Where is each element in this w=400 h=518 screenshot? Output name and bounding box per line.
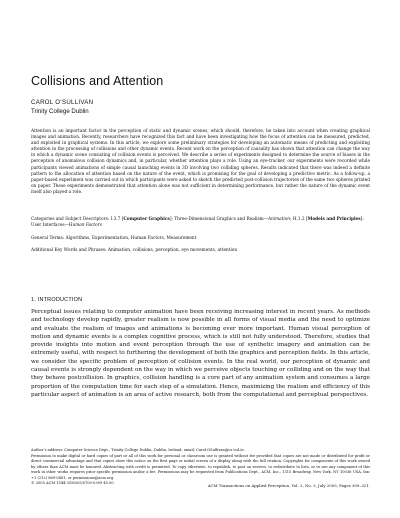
categories-descriptors xyxy=(31,217,370,229)
section-heading-introduction: 1. INTRODUCTION xyxy=(31,297,83,303)
footnote xyxy=(31,448,370,487)
article-title: Collisions and Attention xyxy=(31,74,164,88)
running-footer: ACM Transactions on Applied Perception, Vol. 2, No. 3, July 2005, Pages 309–321. xyxy=(207,483,370,488)
author-affiliation: Trinity College Dublin xyxy=(31,108,89,115)
subcategory-human-factors: Human Factors xyxy=(68,223,102,228)
general-terms: General Terms: Algorithms, Experimentation, Human Factors, Measurement xyxy=(31,236,197,241)
keywords: Additional Key Words and Phrases: Animation, collisions, perception, eye movements, attention xyxy=(31,248,238,253)
footnote-copyright: © 2005 ACM 1544-3558/05/0700-0309 $5.00 xyxy=(31,481,114,485)
subcategory-animation: Animation xyxy=(267,217,291,222)
categories-text-3: ]: User Interfaces— xyxy=(31,217,364,228)
footnote-permission: Permission to make digital or hard copies of part or all of this work for personal or classroom use is granted without fee provided that copies are not made or distributed for profit or direct commercial advantage and that copies show this notice on the first page or initial screen of a display along with the full citation. Copyrights for components of this work owned by others than ACM must be honored. Abstracting with credit is permitted. To copy otherwise, to republish, to post on servers, to redistribute to lists, or to use any component of this work in other works requires prior specific permission and/or a fee. Permissions may be requested from Publications Dept., ACM, Inc., 1515 Broadway, New York, NY 10036 USA, fax: +1 (212) 869-0481, or permissions@acm.org. xyxy=(31,453,370,480)
footnote-address: Author’s address: Computer Science Dept., Trinity College Dublin, Dublin, Ireland; email: Carol.OSullivan@cs.tcd.ie. xyxy=(31,448,245,452)
categories-prefix: Categories and Subject Descriptors: I.3.7 [ xyxy=(31,217,124,222)
category-computer-graphics: Computer Graphics xyxy=(123,217,170,222)
categories-text-1: ]: Three-Dimensional Graphics and Realism— xyxy=(169,217,268,222)
author-name: CAROL O’SULLIVAN xyxy=(31,99,94,106)
categories-text-2: ; H.1.2 [ xyxy=(290,217,308,222)
category-models-principles: Models and Principles xyxy=(307,217,361,222)
abstract: Attention is an important factor in the perception of static and dynamic scenes, which should, therefore, be taken into account when creating graphical images and animation. Recently, researchers have recognized this fact and have been investigating how the focus of attention can be measured, predicted, and exploited in graphical systems. In this article, we explore some preliminary strategies for developing an automatic means of predicting and exploiting attention in the processing of collisions and other dynamic events. Recent work on the perception of causality has shown that attention can change the way in which a dynamic scene consisting of collision events is perceived. We describe a series of experiments designed to determine the source of biases in the perception of anomalous collision dynamics and, in particular, whether attention plays a role. Using an eye-tracker, our experiments were recorded while participants viewed animations of simple causal launching events in 3D involving two colliding spheres. Results indicated that there was indeed a definite pattern to the allocation of attention based on the nature of the event, which is promising for the goal of developing a predictive metric. As a follow-up, a paper-based experiment was carried out in which participants were asked to sketch the predicted post-collision trajectories of the same two spheres printed on paper. These experiments demonstrated that attention alone was not sufficient in determining performance, but rather the nature of the dynamic event itself also played a role. xyxy=(31,129,370,195)
paper-page xyxy=(31,0,370,518)
introduction-paragraph: Perceptual issues relating to computer animation have been receiving increasing interest in recent years. As methods and technology develop rapidly, greater realism is now possible in all forms of visual media and the need to optimize and evaluate the realism of images and animations is becoming ever more important. Human visual perception of motion and dynamic events is a complex cognitive process, which is still not fully understood. Therefore, studies that provide insights into motion and event perception through the use of synthetic imagery and animation can be extremely useful, with respect to furthering the development of both the graphics and perception fields. In this article, we consider the specific problem of perception of collision events. In the real world, our perception of dynamic and causal events is strongly dependent on the way in which we perceive objects touching or colliding and on the way that they behave postcollision. In graphics, collision handling is a core part of any animation system and consumes a large proportion of the computation time for each step of a simulation. Hence, maximizing the realism and efficiency of this particular aspect of animation is an area of active research, both from the computational and perceptual perspectives. xyxy=(31,309,370,398)
